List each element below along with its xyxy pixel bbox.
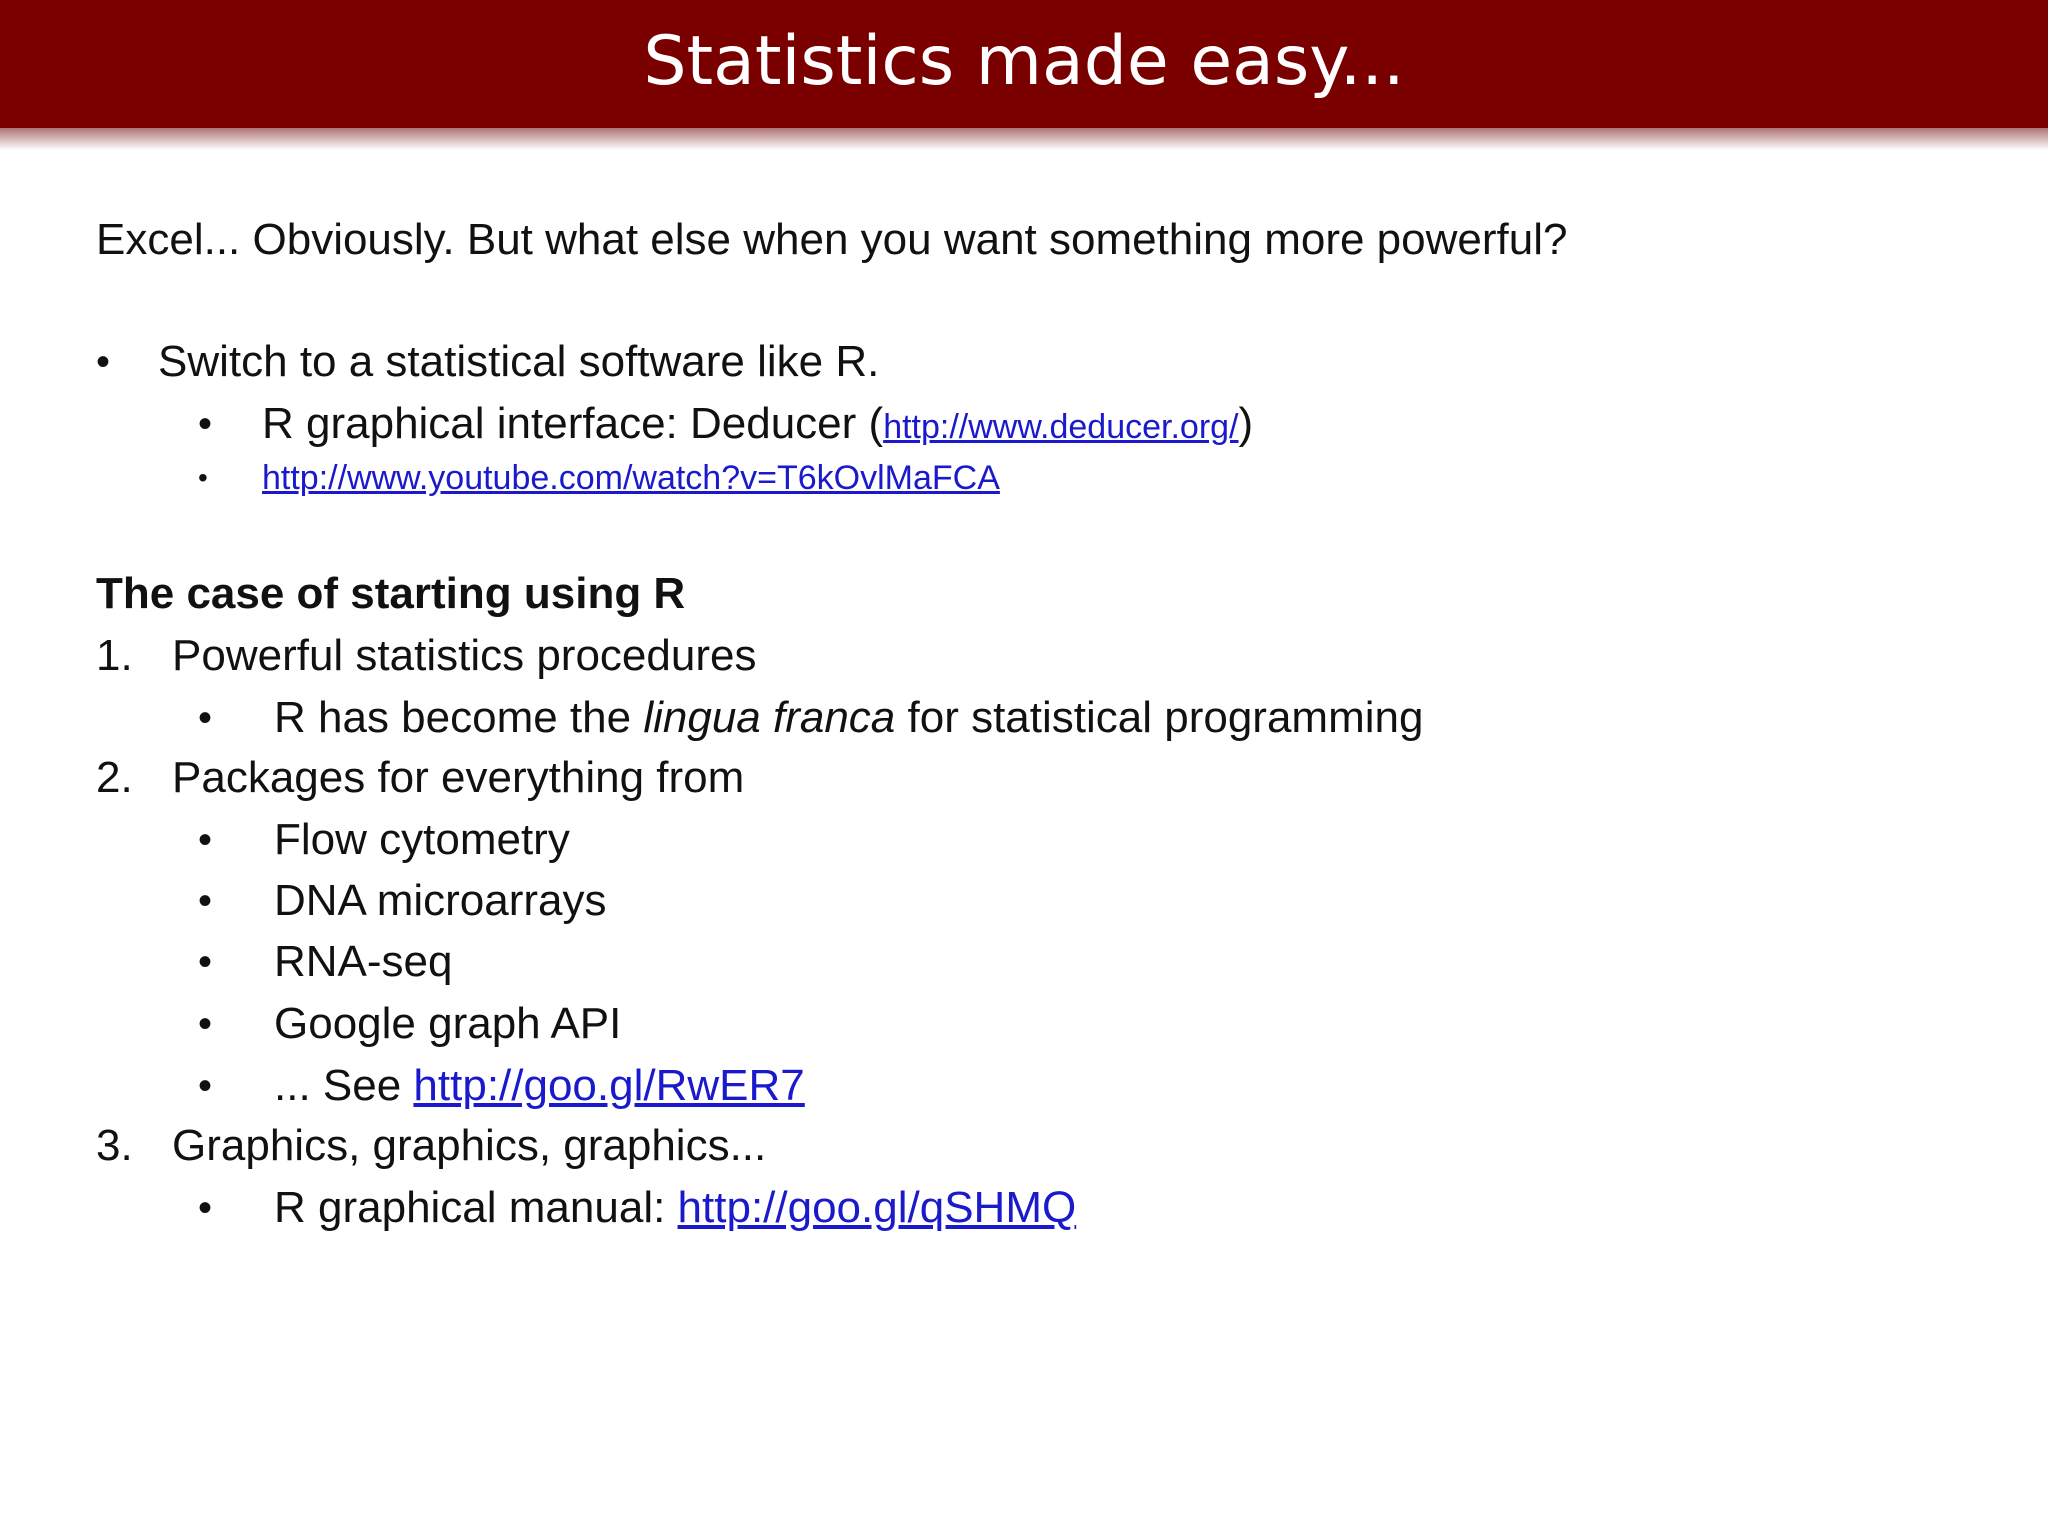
slide-title: Statistics made easy... bbox=[643, 22, 1405, 101]
package-item: Flow cytometry bbox=[274, 815, 570, 864]
bullet-marker: • bbox=[198, 879, 213, 923]
package-item: Google graph API bbox=[274, 999, 622, 1048]
deducer-suffix: ) bbox=[1238, 399, 1254, 448]
bullet-marker: • bbox=[198, 1186, 213, 1230]
deducer-link[interactable]: http://www.deducer.org/ bbox=[883, 408, 1239, 446]
lingua-before: R has become the bbox=[274, 693, 644, 742]
intro-text: Excel... Obviously. But what else when you want something more powerful? bbox=[96, 215, 1568, 264]
bullet-marker: • bbox=[96, 340, 111, 384]
package-item: RNA-seq bbox=[274, 937, 453, 986]
item-label: Powerful statistics procedures bbox=[172, 631, 757, 680]
bullet-marker: • bbox=[198, 1064, 213, 1108]
switch-bullet-text: Switch to a statistical software like R. bbox=[158, 337, 880, 386]
bullet-marker: • bbox=[198, 1002, 213, 1046]
see-line bbox=[274, 1058, 805, 1114]
case-heading: The case of starting using R bbox=[96, 569, 686, 618]
deducer-line bbox=[262, 396, 1253, 452]
item-label: Graphics, graphics, graphics... bbox=[172, 1121, 767, 1170]
bullet-marker: • bbox=[198, 940, 213, 984]
package-item: DNA microarrays bbox=[274, 876, 607, 925]
lingua-after: for statistical programming bbox=[895, 693, 1424, 742]
lingua-franca-line bbox=[274, 690, 1423, 746]
item-number: 1. bbox=[96, 631, 133, 680]
item-number: 2. bbox=[96, 753, 133, 802]
packages-link[interactable]: http://goo.gl/RwER7 bbox=[413, 1061, 805, 1110]
see-prefix: ... See bbox=[274, 1061, 414, 1110]
youtube-line bbox=[262, 456, 1000, 500]
bullet-marker: • bbox=[198, 818, 213, 862]
bullet-marker: • bbox=[198, 696, 213, 740]
bullet-marker: • bbox=[198, 462, 208, 493]
lingua-italic: lingua franca bbox=[643, 693, 896, 742]
manual-line bbox=[274, 1180, 1076, 1236]
deducer-prefix: R graphical interface: Deducer ( bbox=[262, 399, 884, 448]
item-label: Packages for everything from bbox=[172, 753, 745, 802]
title-bar-shadow bbox=[0, 128, 2048, 150]
manual-prefix: R graphical manual: bbox=[274, 1183, 678, 1232]
item-number: 3. bbox=[96, 1121, 133, 1170]
youtube-link[interactable]: http://www.youtube.com/watch?v=T6kOvlMaFCA bbox=[262, 459, 1000, 497]
bullet-marker: • bbox=[198, 402, 213, 446]
manual-link[interactable]: http://goo.gl/qSHMQ bbox=[677, 1183, 1077, 1232]
